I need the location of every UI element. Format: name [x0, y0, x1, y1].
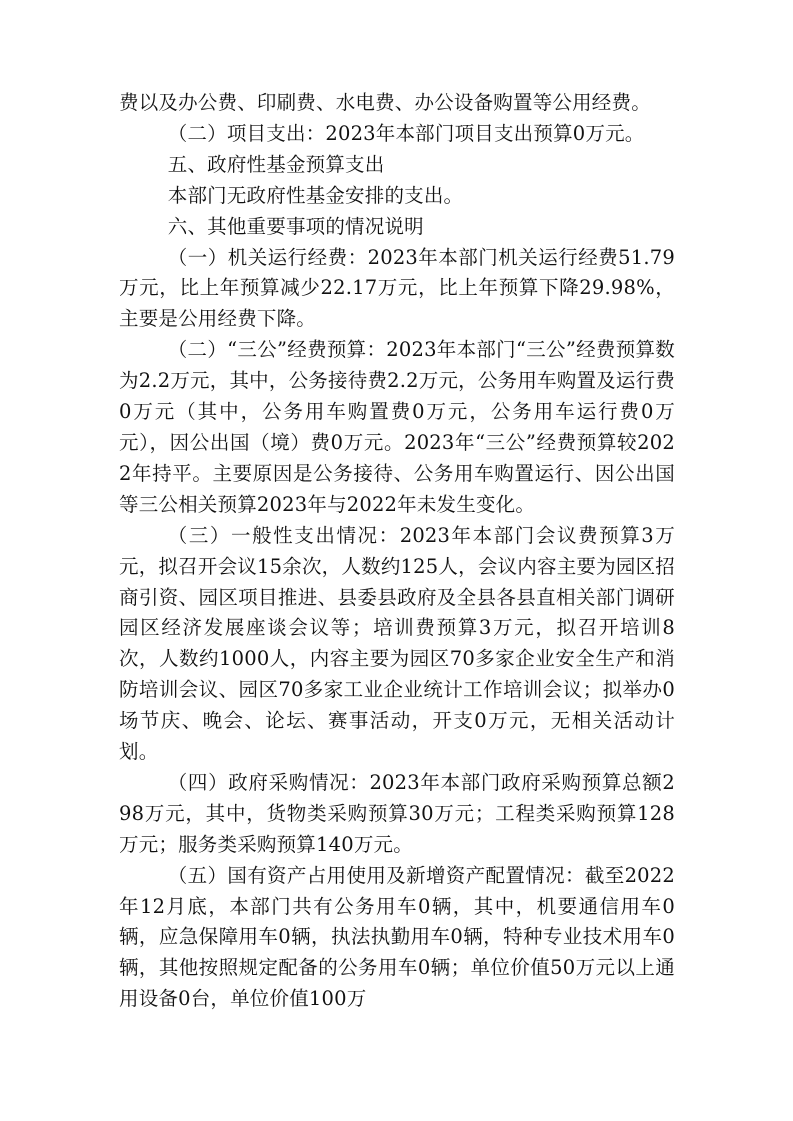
section-heading-government-fund: 五、政府性基金预算支出 [167, 152, 385, 176]
paragraph-three-public-expenses: （二）“三公”经费预算：2023年本部门“三公”经费预算数为2.2万元，其中，公务接待费2.2万元，公务用车购置及运行费0万元（其中，公务用车购置费0万元，公务用车运行费0万元），因公出国（境）费0万元。2023年“三公”经费预算较2022年持平。主要原因是公务接待、公务用车购置运行、因公出国等三公相关预算2023年与2022年未发生变化。 [119, 338, 675, 516]
paragraph-project-expenditure: （二）项目支出：2023年本部门项目支出预算0万元。 [167, 121, 645, 145]
paragraph-state-assets: （五）国有资产占用使用及新增资产配置情况：截至2022年12月底，本部门共有公务用车0辆，其中，机要通信用车0辆，应急保障用车0辆，执法执勤用车0辆，特种专业技术用车0辆，其他按照规定配备的公务用车0辆；单位价值50万元以上通用设备0台，单位价值100万 [119, 863, 675, 1011]
paragraph-operating-expenses: （一）机关运行经费：2023年本部门机关运行经费51.79万元，比上年预算减少22.17万元，比上年预算下降29.98%，主要是公用经费下降。 [119, 245, 675, 331]
document-body [119, 88, 675, 1015]
paragraph-government-procurement: （四）政府采购情况：2023年本部门政府采购预算总额298万元，其中，货物类采购预算30万元；工程类采购预算128万元；服务类采购预算140万元。 [119, 770, 675, 856]
paragraph-general-expenditure: （三）一般性支出情况：2023年本部门会议费预算3万元，拟召开会议15余次，人数约125人，会议内容主要为园区招商引资、园区项目推进、县委县政府及全县各县直相关部门调研园区经济发展座谈会议等；培训费预算3万元，拟召开培训8次，人数约1000人，内容主要为园区70多家企业安全生产和消防培训会议、园区70多家工业企业统计工作培训会议；拟举办0场节庆、晚会、论坛、赛事活动，开支0万元，无相关活动计划。 [119, 523, 675, 764]
paragraph-no-government-fund: 本部门无政府性基金安排的支出。 [167, 183, 464, 207]
section-heading-other-matters: 六、其他重要事项的情况说明 [167, 214, 424, 238]
paragraph-public-expenses-continued: 费以及办公费、印刷费、水电费、办公设备购置等公用经费。 [119, 91, 651, 114]
